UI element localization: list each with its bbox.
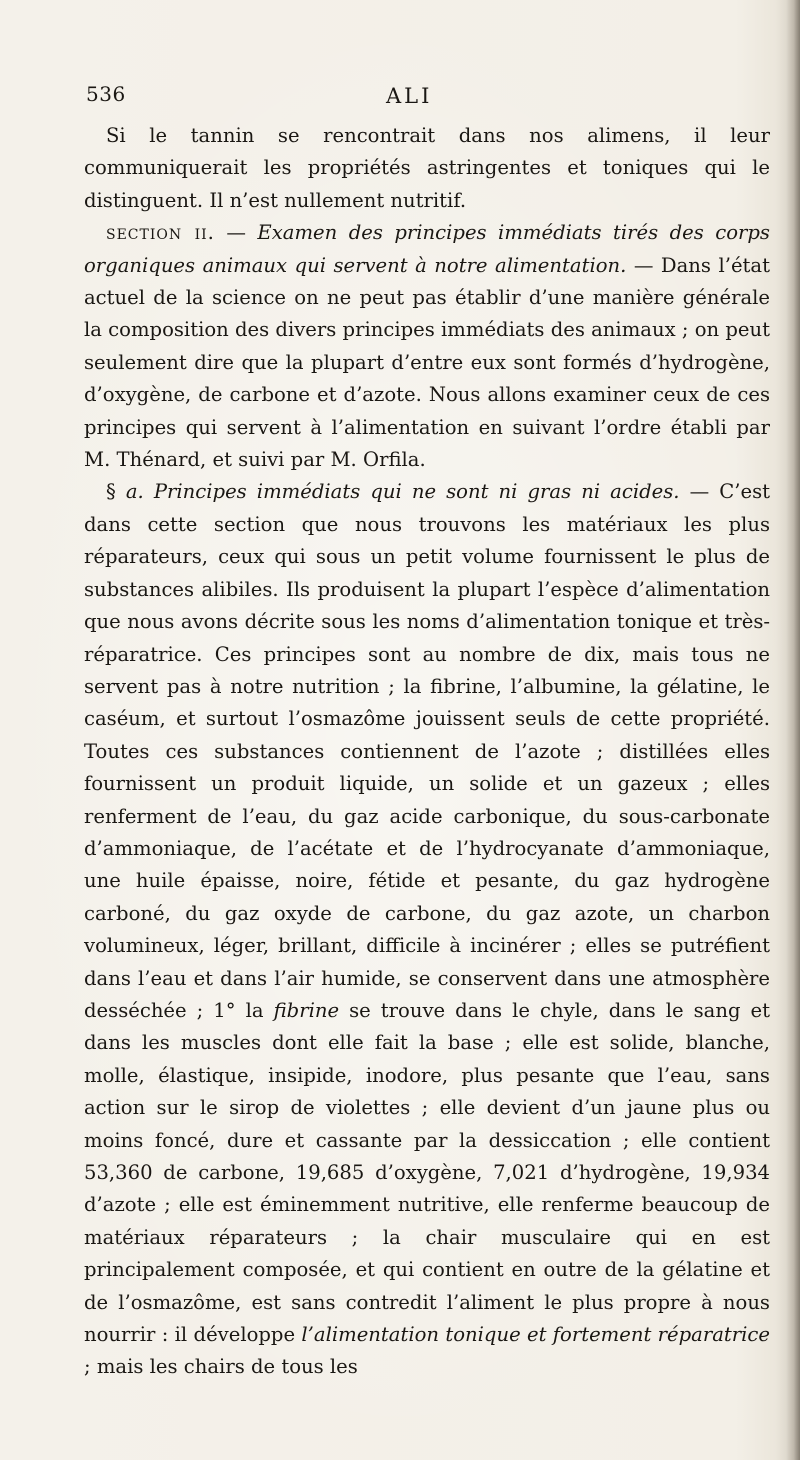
section-heading: Examen des principes immédiats tirés des corps organiques animaux qui servent à notre alimentation. bbox=[84, 221, 770, 277]
page-number: 536 bbox=[86, 82, 126, 106]
paragraph-tannin-text: Si le tannin se rencontrait dans nos alimens, il leur communiquerait les propriétés astringentes et toniques qui le distinguent. Il n’est nullement nutritif. bbox=[84, 124, 770, 212]
subsection-body-3: ; mais les chairs de tous les bbox=[84, 1355, 358, 1379]
subsection-letter: a. bbox=[125, 480, 144, 504]
body-text bbox=[84, 120, 770, 1384]
subsection-heading: Principes immédiats qui ne sont ni gras ni acides. bbox=[143, 480, 680, 504]
page-header bbox=[86, 82, 760, 110]
page-edge-shadow bbox=[786, 0, 800, 1460]
paragraph-tannin bbox=[84, 120, 770, 217]
section-label: section ii. bbox=[106, 221, 215, 245]
alimentation-term: l’alimentation tonique et fortement réparatrice bbox=[301, 1323, 770, 1347]
paragraph-section-ii bbox=[84, 217, 770, 476]
fibrine-term: fibrine bbox=[273, 998, 340, 1022]
section-dash: — bbox=[214, 221, 258, 245]
section-body: — Dans l’état actuel de la science on ne peut pas établir d’une manière générale la composition des divers principes immédiats des animaux ; on peut seulement dire que la plupart d’entre eux sont formés d’hydrogène, d’oxygène, de carbone et d’azote. Nous allons examiner ceux de ces principes qui servent à l’alimentation en suivant l’ordre établi par M. Thénard, et suivi par M. Orfila. bbox=[84, 253, 770, 472]
paragraph-subsection-a bbox=[84, 476, 770, 1383]
running-head: ALI bbox=[386, 84, 433, 108]
subsection-body-1: — C’est dans cette section que nous trouvons les matériaux les plus réparateurs, ceux qui sous un petit volume fournissent le plus de substances alibiles. Ils produisent la plupart l’espèce d’alimentation que nous avons décrite sous les noms d’alimentation tonique et très-réparatrice. Ces principes sont au nombre de dix, mais tous ne servent pas à notre nutrition ; la fibrine, l’albumine, la gélatine, le caséum, et surtout l’osmazôme jouissent seuls de cette propriété. Toutes ces substances contiennent de l’azote ; distillées elles fournissent un produit liquide, un solide et un gazeux ; elles renferment de l’eau, du gaz acide carbonique, du sous-carbonate d’ammoniaque, de l’acétate et de l’hydrocyanate d’ammoniaque, une huile épaisse, noire, fétide et pesante, du gaz hydrogène carboné, du gaz oxyde de carbone, du gaz azote, un charbon volumineux, léger, brillant, difficile à incinérer ; elles se putréfient dans l’eau et dans l’air humide, se conservent dans une atmosphère desséchée ; 1° la bbox=[84, 480, 770, 1022]
subsection-mark: § bbox=[106, 480, 126, 504]
subsection-body-2: se trouve dans le chyle, dans le sang et dans les muscles dont elle fait la base ; elle est solide, blanche, molle, élastique, insipide, inodore, plus pesante que l’eau, sans action sur le sirop de violettes ; elle devient d’un jaune plus ou moins foncé, dure et cassante par la dessiccation ; elle contient 53,360 de carbone, 19,685 d’oxygène, 7,021 d’hydrogène, 19,934 d’azote ; elle est éminemment nutritive, elle renferme beaucoup de matériaux réparateurs ; la chair musculaire qui en est principalement composée, et qui contient en outre de la gélatine et de l’osmazôme, est sans contredit l’aliment le plus propre à nous nourrir : il développe bbox=[84, 998, 770, 1347]
